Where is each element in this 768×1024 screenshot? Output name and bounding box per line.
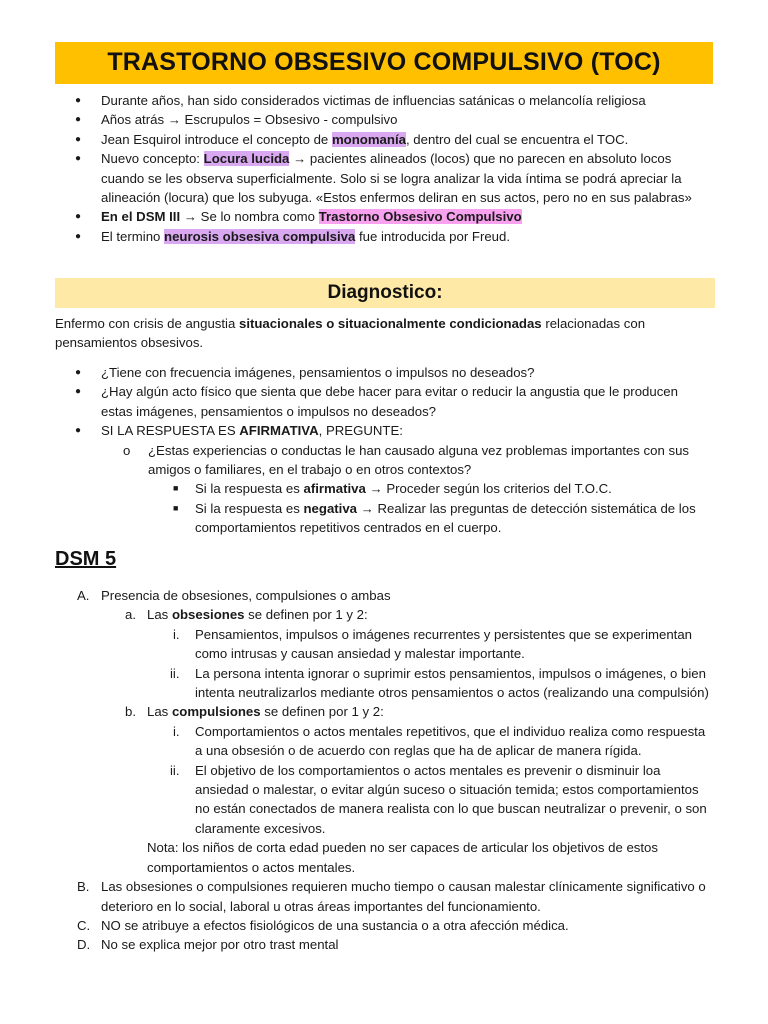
bullet-icon: ● xyxy=(75,153,82,165)
item-text: Durante años, han sido considerados victimas de influencias satánicas o melancolía religiosa xyxy=(101,93,646,108)
paragraph xyxy=(55,314,715,353)
item-text: No se explica mejor por otro trast mental xyxy=(101,937,339,953)
highlight-term: neurosis obsesiva compulsiva xyxy=(164,228,356,244)
item-text: → Se lo nombra como xyxy=(180,209,319,225)
criterion-B xyxy=(77,877,713,916)
list-item xyxy=(75,130,713,149)
item-text: Las xyxy=(147,607,172,623)
bullet-icon: ● xyxy=(75,114,82,126)
item-text: se definen por 1 y 2: xyxy=(244,607,368,623)
item-text: Si la respuesta es xyxy=(195,500,304,516)
item-text: , PREGUNTE: xyxy=(318,423,403,439)
criterion-a-ii xyxy=(170,664,713,703)
title-banner xyxy=(55,42,713,84)
bullet-icon: ● xyxy=(75,230,82,242)
item-text: → Realizar las preguntas de detección sistemática de los comportamientos repetitivos centrados en el cuerpo. xyxy=(195,500,696,536)
diagnostico-paragraph xyxy=(55,314,715,353)
item-text: El objetivo de los comportamientos o actos mentales es prevenir o disminuir loa ansiedad o malestar, o evitar algún suceso o situación temida; estos comportamientos no están conectados de manera realista con lo que buscan neutralizar o prevenir, o son claramente excesivos. xyxy=(195,762,707,836)
criterion-C xyxy=(77,916,713,935)
square-bullet-icon: ■ xyxy=(173,502,179,513)
list-item xyxy=(75,363,713,382)
criterion-a xyxy=(125,605,713,624)
list-item xyxy=(173,479,713,498)
bold-term: negativa xyxy=(303,500,358,516)
criterion-D xyxy=(77,935,713,954)
item-text: Nuevo concepto: xyxy=(101,151,204,167)
item-text: se definen por 1 y 2: xyxy=(260,704,384,720)
list-item xyxy=(75,149,713,207)
list-marker: ii. xyxy=(170,762,180,778)
item-text: Las xyxy=(147,704,172,720)
item-text: ¿Hay algún acto físico que sienta que debe hacer para evitar o reducir la angustia que le producen estas imágenes, pensamientos o impulsos no deseados? xyxy=(101,384,678,419)
note-text: Nota: los niños de corta edad pueden no ser capaces de articular los objetivos de estos comportamientos o actos mentales. xyxy=(147,840,658,875)
item-text: Comportamientos o actos mentales repetitivos, que el individuo realiza como respuesta a una obsesión o de acuerdo con reglas que ha de aplicar de manera rígida. xyxy=(195,723,706,759)
item-text: Años atrás → Escrupulos = Obsesivo - compulsivo xyxy=(101,112,398,128)
list-marker: A. xyxy=(77,588,90,603)
paragraph-text: relacionadas con pensamientos obsesivos. xyxy=(55,316,646,351)
highlight-term: Locura lucida xyxy=(203,151,290,167)
bullet-icon: ● xyxy=(75,211,82,223)
paragraph-text: Enfermo con crisis de angustia xyxy=(55,316,239,331)
bullet-icon: ● xyxy=(75,133,82,145)
square-bullet-icon: ■ xyxy=(173,483,179,494)
bullet-icon: ● xyxy=(75,425,82,437)
item-text: La persona intenta ignorar o suprimir estos pensamientos, impulsos o imágenes, o bien intenta neutralizarlos mediante otros pensamientos o actos (realizando una compulsión) xyxy=(195,665,709,701)
item-text: El termino xyxy=(101,228,165,244)
list-marker: C. xyxy=(77,917,91,933)
dsm5-criteria xyxy=(77,586,713,955)
bold-term: AFIRMATIVA xyxy=(239,423,319,439)
item-text: Pensamientos, impulsos o imágenes recurrentes y persistentes que se experimentan como intrusas y causan ansiedad y malestar importante. xyxy=(195,626,692,662)
criterion-b xyxy=(125,702,713,721)
section-heading: Diagnostico: xyxy=(327,282,443,304)
item-text: SI LA RESPUESTA ES xyxy=(101,423,240,439)
item-text: Si la respuesta es xyxy=(195,481,304,497)
list-marker: B. xyxy=(77,879,90,895)
page-title: TRASTORNO OBSESIVO COMPULSIVO (TOC) xyxy=(107,48,661,77)
list-marker: ii. xyxy=(170,665,180,681)
intro-list xyxy=(75,91,713,246)
item-text: Jean Esquirol introduce el concepto de xyxy=(101,131,332,147)
item-text: NO se atribuye a efectos fisiológicos de una sustancia o a otra afección médica. xyxy=(101,917,569,933)
list-marker: D. xyxy=(77,937,91,953)
item-text: fue introducida por Freud. xyxy=(355,228,511,244)
bullet-icon: ● xyxy=(75,95,82,106)
criterion-A xyxy=(77,586,713,605)
item-text: ¿Estas experiencias o conductas le han causado alguna vez problemas importantes con sus amigos o familiares, en el trabajo o en otros contextos? xyxy=(148,442,689,478)
diagnostico-questions xyxy=(75,363,713,538)
nota xyxy=(147,838,713,877)
item-text: , dentro del cual se encuentra el TOC. xyxy=(405,131,629,147)
bold-term: afirmativa xyxy=(303,481,366,497)
list-item xyxy=(75,227,713,246)
list-item xyxy=(75,421,713,440)
highlight-term: Trastorno Obsesivo Compulsivo xyxy=(318,209,522,225)
item-text: Presencia de obsesiones, compulsiones o ambas xyxy=(101,588,391,603)
list-item xyxy=(173,499,713,538)
list-item xyxy=(75,110,713,129)
list-item xyxy=(75,382,713,421)
section-banner xyxy=(55,278,715,308)
bold-term: En el DSM III xyxy=(101,209,181,225)
highlight-term: monomanía xyxy=(331,131,406,147)
list-item xyxy=(75,207,713,226)
criterion-b-ii xyxy=(170,761,713,839)
bullet-icon: ● xyxy=(75,367,82,378)
list-item xyxy=(123,441,713,480)
item-text: Las obsesiones o compulsiones requieren mucho tiempo o causan malestar clínicamente significativo o deterioro en lo social, laboral u otras áreas importantes del funcionamiento. xyxy=(101,879,706,914)
item-text: → pacientes alineados (locos) que no parecen en absoluto locos cuando se les observa superficialmente. Solo si se logra analizar la vida íntima se podrá apreciar la alineación (locura) que los subyuga. «Estos enfermos deliran en sus actos, pero no en sus palabras» xyxy=(101,151,692,206)
bold-term: situacionales o situacionalmente condicionadas xyxy=(238,316,542,331)
item-text: ¿Tiene con frecuencia imágenes, pensamientos o impulsos no deseados? xyxy=(101,365,535,380)
criterion-b-i xyxy=(173,722,713,761)
list-marker: i. xyxy=(173,626,180,642)
bold-term: compulsiones xyxy=(171,704,261,720)
criterion-a-i xyxy=(173,625,713,664)
list-item xyxy=(75,91,713,110)
dsm5-heading: DSM 5 xyxy=(55,548,117,570)
list-marker: i. xyxy=(173,723,180,739)
bold-term: obsesiones xyxy=(171,607,245,623)
item-text: → Proceder según los criterios del T.O.C. xyxy=(365,481,612,497)
list-marker: a. xyxy=(125,607,136,623)
list-marker: b. xyxy=(125,704,136,720)
circle-bullet-icon: o xyxy=(123,442,131,458)
bullet-icon: ● xyxy=(75,386,82,398)
